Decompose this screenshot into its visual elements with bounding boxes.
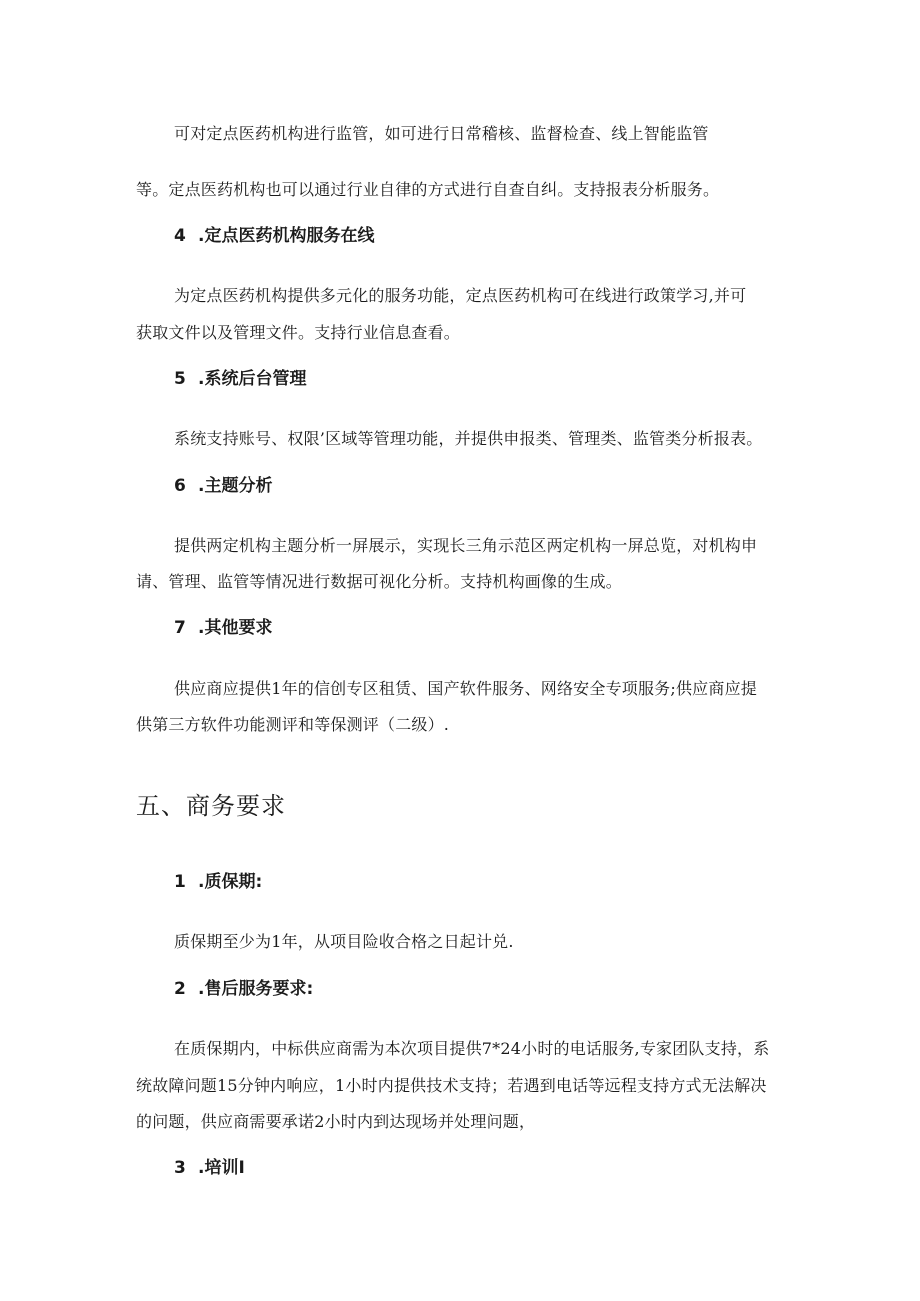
subheading-title: .主题分析 [198,476,273,496]
subheading-number: 1 [174,872,186,892]
paragraph-line: 提供两定机构主题分析一屏展示，实现长三角示范区两定机构一屏总览，对机构申 [174,536,758,555]
paragraph-line: 可对定点医药机构进行监管，如可进行日常稽核、监督检查、线上智能监管 [174,124,709,143]
subheading-title: .质保期: [198,872,263,892]
subheading-4 [174,225,374,247]
subheading-b2 [174,978,313,1000]
paragraph-line: 供应商应提供1年的信创专区租赁、国产软件服务、网络安全专项服务;供应商应提 [174,679,757,698]
subheading-b3 [174,1157,245,1179]
subheading-title: .系统后台管理 [198,369,307,389]
subheading-7 [174,617,272,639]
paragraph-line: 质保期至少为1年，从项目险收合格之日起计兑. [174,932,514,951]
paragraph-line: 供第三方软件功能测评和等保测评（二级）. [136,715,450,734]
subheading-5 [174,368,306,390]
section-title: 五、商务要求 [136,792,286,820]
subheading-number: 6 [174,476,186,496]
paragraph-line: 在质保期内，中标供应商需为本次项目提供7*24小时的电话服务,专家团队支持，系 [174,1039,770,1058]
subheading-title: .售后服务要求: [198,979,314,999]
paragraph-line: 获取文件以及管理文件。支持行业信息查看。 [136,323,461,342]
subheading-number: 5 [174,369,186,389]
paragraph-line: 请、管理、监管等情况进行数据可视化分析。支持机构画像的生成。 [136,572,623,591]
subheading-6 [174,475,272,497]
subheading-title: .培训I [198,1158,245,1178]
subheading-title: .其他要求 [198,618,273,638]
paragraph-line: 系统支持账号、权限’区域等管理功能，并提供申报类、管理类、监管类分析报表。 [174,429,763,448]
subheading-number: 7 [174,618,186,638]
paragraph-line: 等。定点医药机构也可以通过行业自律的方式进行自查自纠。支持报表分析服务。 [136,180,720,199]
subheading-b1 [174,871,262,893]
subheading-title: .定点医药机构服务在线 [198,226,375,246]
paragraph-line: 为定点医药机构提供多元化的服务功能，定点医药机构可在线进行政策学习,并可 [174,286,747,305]
subheading-number: 3 [174,1158,186,1178]
paragraph-line: 统故障问题15分钟内响应，1小时内提供技术支持；若遇到电话等远程支持方式无法解决 [136,1076,767,1095]
subheading-number: 2 [174,979,186,999]
subheading-number: 4 [174,226,186,246]
paragraph-line: 的问题，供应商需要承诺2小时内到达现场并处理问题， [136,1112,536,1131]
